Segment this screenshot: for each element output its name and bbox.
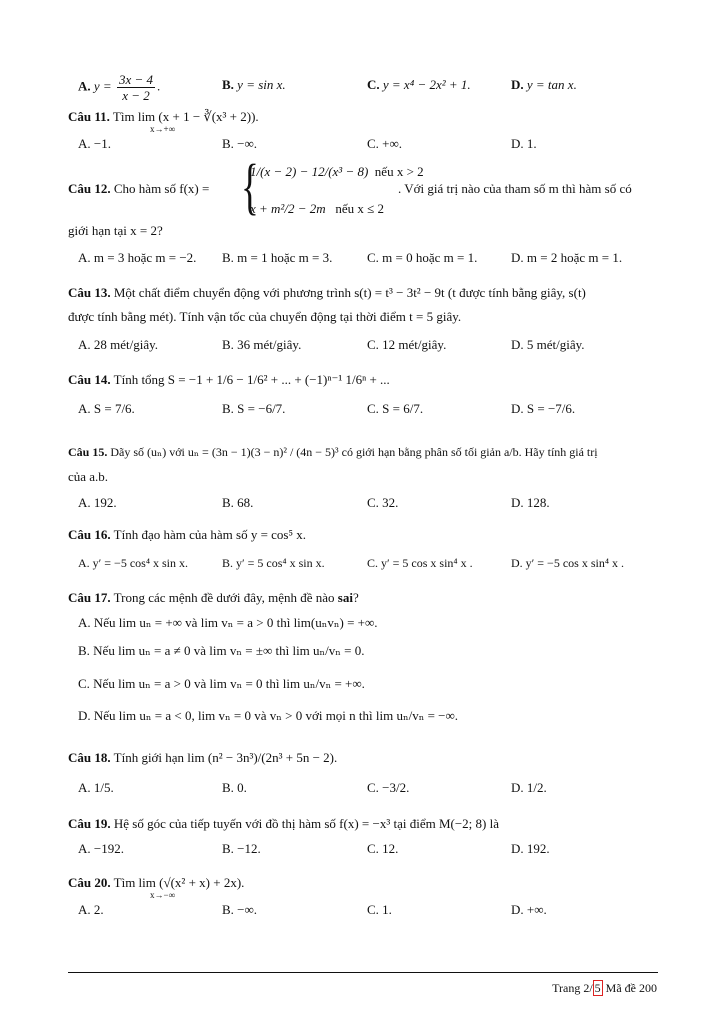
q11-option-d: D. 1. — [511, 136, 537, 151]
q11-option-b: B. −∞. — [222, 136, 258, 151]
q11-option-a: A. −1. — [78, 136, 111, 151]
q20-option-b: B. −∞. — [222, 902, 258, 917]
page-total-highlight: 5 — [594, 981, 601, 995]
q10-option-a: A. y = $\frac{3x - 4}{x - 2}$ . — [78, 72, 161, 103]
piecewise-brace-icon: { — [241, 153, 259, 221]
q13-option-b: B. 36 mét/giây. — [222, 337, 302, 352]
q16-option-c: C. y′ = 5 cos x sin⁴ x . — [367, 556, 473, 570]
q19-stem: Câu 19. Hệ số góc của tiếp tuyến với đồ thị hàm số f(x) = −x³ tại điểm M(−2; 8) là — [68, 816, 500, 831]
q20-option-a: A. 2. — [78, 902, 104, 917]
q13-option-c: C. 12 mét/giây. — [367, 337, 447, 352]
q15-option-c: C. 32. — [367, 495, 399, 510]
q18-option-b: B. 0. — [222, 780, 247, 795]
q14-option-d: D. S = −7/6. — [511, 401, 576, 416]
q10-option-d: D. y = tan x. — [511, 77, 577, 92]
q19-option-a: A. −192. — [78, 841, 124, 856]
q16-option-b: B. y′ = 5 cos⁴ x sin x. — [222, 556, 325, 570]
q19-option-c: C. 12. — [367, 841, 399, 856]
q18-stem: Câu 18. Tính giới hạn lim (n² − 3n³)/(2n³ + 5n − 2). — [68, 750, 338, 765]
q13-option-d: D. 5 mét/giây. — [511, 337, 585, 352]
q16-stem: Câu 16. Tính đạo hàm của hàm số y = cos⁵ x. — [68, 527, 307, 542]
q11-option-c: C. +∞. — [367, 136, 403, 151]
q12-option-d: D. m = 2 hoặc m = 1. — [511, 250, 623, 265]
q20-option-c: C. 1. — [367, 902, 392, 917]
q20-option-d: D. +∞. — [511, 902, 547, 917]
q15-option-d: D. 128. — [511, 495, 550, 510]
q17-option-a: A. Nếu lim uₙ = +∞ và lim vₙ = a > 0 thì lim(uₙvₙ) = +∞. — [78, 615, 378, 630]
q14-option-a: A. S = 7/6. — [78, 401, 135, 416]
q13-option-a: A. 28 mét/giây. — [78, 337, 159, 352]
q17-option-c: C. Nếu lim uₙ = a > 0 và lim vₙ = 0 thì lim uₙ/vₙ = +∞. — [78, 676, 365, 691]
q14-stem: Câu 14. Tính tổng S = −1 + 1/6 − 1/6² + ... + (−1)ⁿ⁻¹ 1/6ⁿ + ... — [68, 372, 390, 387]
q12-stem-line2: giới hạn tại x = 2? — [68, 223, 163, 238]
q18-option-d: D. 1/2. — [511, 780, 547, 795]
q12-option-a: A. m = 3 hoặc m = −2. — [78, 250, 197, 265]
q10-option-c: C. y = x⁴ − 2x² + 1. — [367, 77, 471, 92]
q15-option-b: B. 68. — [222, 495, 254, 510]
q20-limit-subscript: x→−∞ — [150, 890, 175, 900]
q18-option-a: A. 1/5. — [78, 780, 114, 795]
q10-option-b: B. y = sin x. — [222, 77, 286, 92]
q12-stem-tail: . Với giá trị nào của tham số m thì hàm số có — [398, 181, 632, 196]
q18-option-c: C. −3/2. — [367, 780, 410, 795]
q16-option-a: A. y′ = −5 cos⁴ x sin x. — [78, 556, 189, 570]
page-footer: Trang 2/ 5 Mã đề 200 — [552, 981, 657, 995]
q12-case-2: x + m²/2 − 2m nếu x ≤ 2 — [250, 201, 385, 216]
q12-option-c: C. m = 0 hoặc m = 1. — [367, 250, 478, 265]
q14-option-c: C. S = 6/7. — [367, 401, 424, 416]
q20-stem: Câu 20. Tìm lim (√(x² + x) + 2x). — [68, 875, 245, 890]
q15-stem-line2: của a.b. — [68, 469, 109, 484]
q15-option-a: A. 192. — [78, 495, 117, 510]
q14-option-b: B. S = −6/7. — [222, 401, 286, 416]
q12-option-b: B. m = 1 hoặc m = 3. — [222, 250, 333, 265]
footer-divider — [68, 972, 658, 973]
q19-option-b: B. −12. — [222, 841, 261, 856]
q17-option-b: B. Nếu lim uₙ = a ≠ 0 và lim vₙ = ±∞ thì lim uₙ/vₙ = 0. — [78, 643, 365, 658]
q17-stem: Câu 17. Trong các mệnh đề dưới đây, mệnh đề nào sai? — [68, 590, 359, 605]
q15-stem: Câu 15. Dãy số (uₙ) với uₙ = (3n − 1)(3 − n)² / (4n − 5)³ có giới hạn bằng phân số tối giản a/b. Hãy tính giá trị — [68, 445, 598, 459]
q11-stem: Câu 11. Tìm lim (x + 1 − ∛(x³ + 2)). — [68, 109, 259, 124]
q12-case-1: 1/(x − 2) − 12/(x³ − 8) nếu x > 2 — [250, 164, 424, 179]
q13-stem: Câu 13. Một chất điểm chuyển động với phương trình s(t) = t³ − 3t² − 9t (t được tính bằng giây, s(t) — [68, 285, 586, 300]
q12-stem: Câu 12. Cho hàm số f(x) = — [68, 181, 210, 196]
q16-option-d: D. y′ = −5 cos x sin⁴ x . — [511, 556, 625, 570]
q19-option-d: D. 192. — [511, 841, 550, 856]
q13-stem-line2: được tính bằng mét). Tính vận tốc của chuyển động tại thời điểm t = 5 giây. — [68, 309, 462, 324]
q11-limit-subscript: x→+∞ — [150, 124, 175, 134]
q17-option-d: D. Nếu lim uₙ = a < 0, lim vₙ = 0 và vₙ > 0 với mọi n thì lim uₙ/vₙ = −∞. — [78, 708, 459, 723]
